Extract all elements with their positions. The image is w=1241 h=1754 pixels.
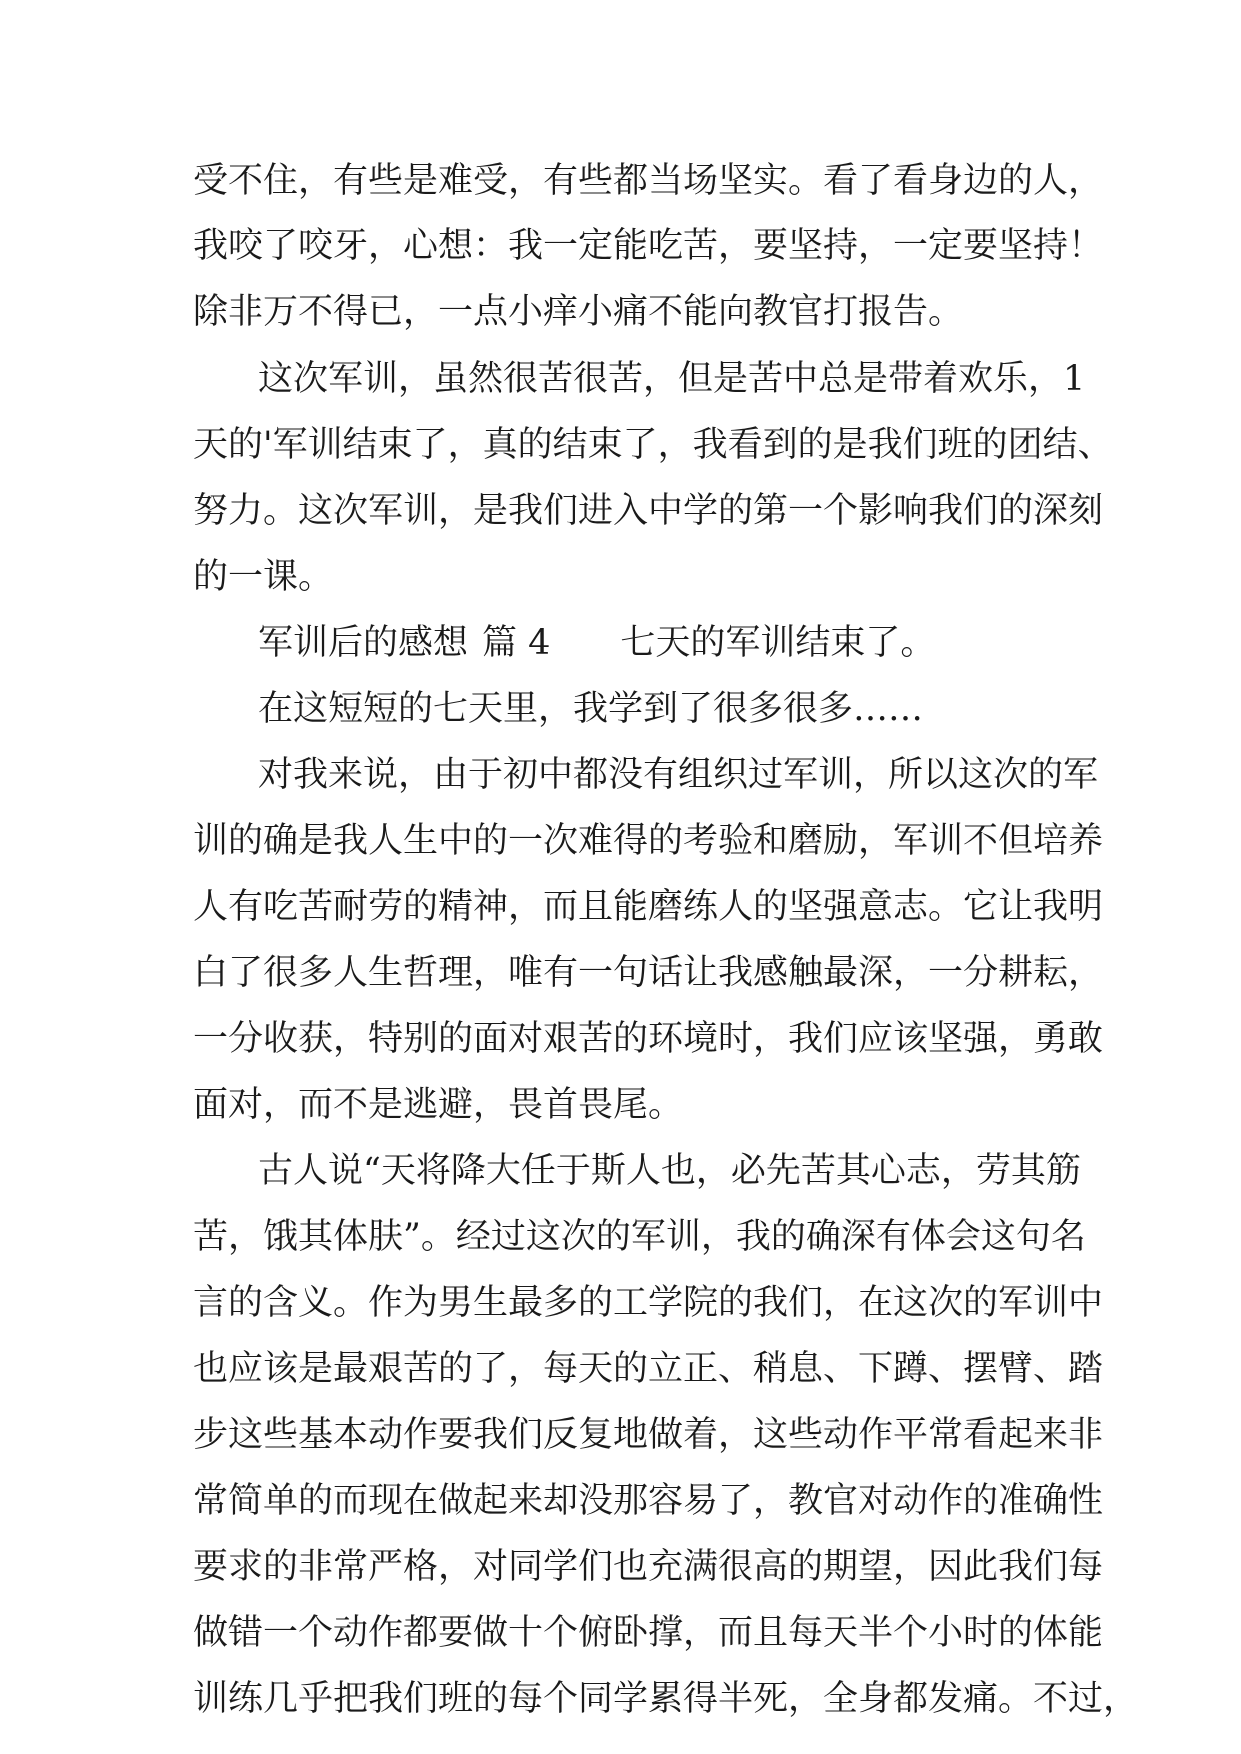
- text-line: 训练几乎把我们班的每个同学累得半死，全身都发痛。不过，: [193, 1679, 1139, 1719]
- text-line: 面对，而不是逃避，畏首畏尾。: [193, 1085, 684, 1125]
- section-heading: [258, 613, 935, 673]
- text-line: 做错一个动作都要做十个俯卧撑，而且每天半个小时的体能: [193, 1613, 1104, 1653]
- text-line: 对我来说，由于初中都没有组织过军训，所以这次的军: [258, 755, 1099, 795]
- text-line: 步这些基本动作要我们反复地做着，这些动作平常看起来非: [193, 1415, 1104, 1455]
- text-line: 常简单的而现在做起来却没那容易了，教官对动作的准确性: [193, 1481, 1104, 1521]
- text-line: 的一课。: [193, 557, 334, 597]
- text-line: 努力。这次军训，是我们进入中学的第一个影响我们的深刻: [193, 491, 1104, 531]
- text-line: 古人说“天将降大任于斯人也，必先苦其心志，劳其筋: [258, 1151, 1081, 1191]
- text-line: 一分收获，特别的面对艰苦的环境时，我们应该坚强，勇敢: [193, 1019, 1104, 1059]
- text-line: 苦，饿其体肤”。经过这次的军训，我的确深有体会这句名: [193, 1217, 1086, 1257]
- text-line: 我咬了咬牙，心想：我一定能吃苦，要坚持，一定要坚持！: [193, 226, 1104, 266]
- section-number: 篇 4: [482, 623, 551, 663]
- text-line: 这次军训，虽然很苦很苦，但是苦中总是带着欢乐，1: [258, 359, 1086, 399]
- text-line: 天的'军训结束了，真的结束了，我看到的是我们班的团结、: [193, 425, 1113, 465]
- text-line: 受不住，有些是难受，有些都当场坚实。看了看身边的人，: [193, 161, 1104, 201]
- text-line: 白了很多人生哲理，唯有一句话让我感触最深，一分耕耘，: [193, 953, 1104, 993]
- text-line: 也应该是最艰苦的了，每天的立正、稍息、下蹲、摆臂、踏: [193, 1349, 1104, 1389]
- section-first-sentence: 七天的军训结束了。: [620, 623, 936, 663]
- text-line: 要求的非常严格，对同学们也充满很高的期望，因此我们每: [193, 1547, 1104, 1587]
- text-line: 在这短短的七天里，我学到了很多很多……: [258, 689, 924, 729]
- text-line: 人有吃苦耐劳的精神，而且能磨练人的坚强意志。它让我明: [193, 887, 1104, 927]
- text-line: 训的确是我人生中的一次难得的考验和磨励，军训不但培养: [193, 821, 1104, 861]
- text-line: 除非万不得已，一点小痒小痛不能向教官打报告。: [193, 292, 964, 332]
- section-title: 军训后的感想: [258, 623, 469, 663]
- text-line: 言的含义。作为男生最多的工学院的我们，在这次的军训中: [193, 1283, 1104, 1323]
